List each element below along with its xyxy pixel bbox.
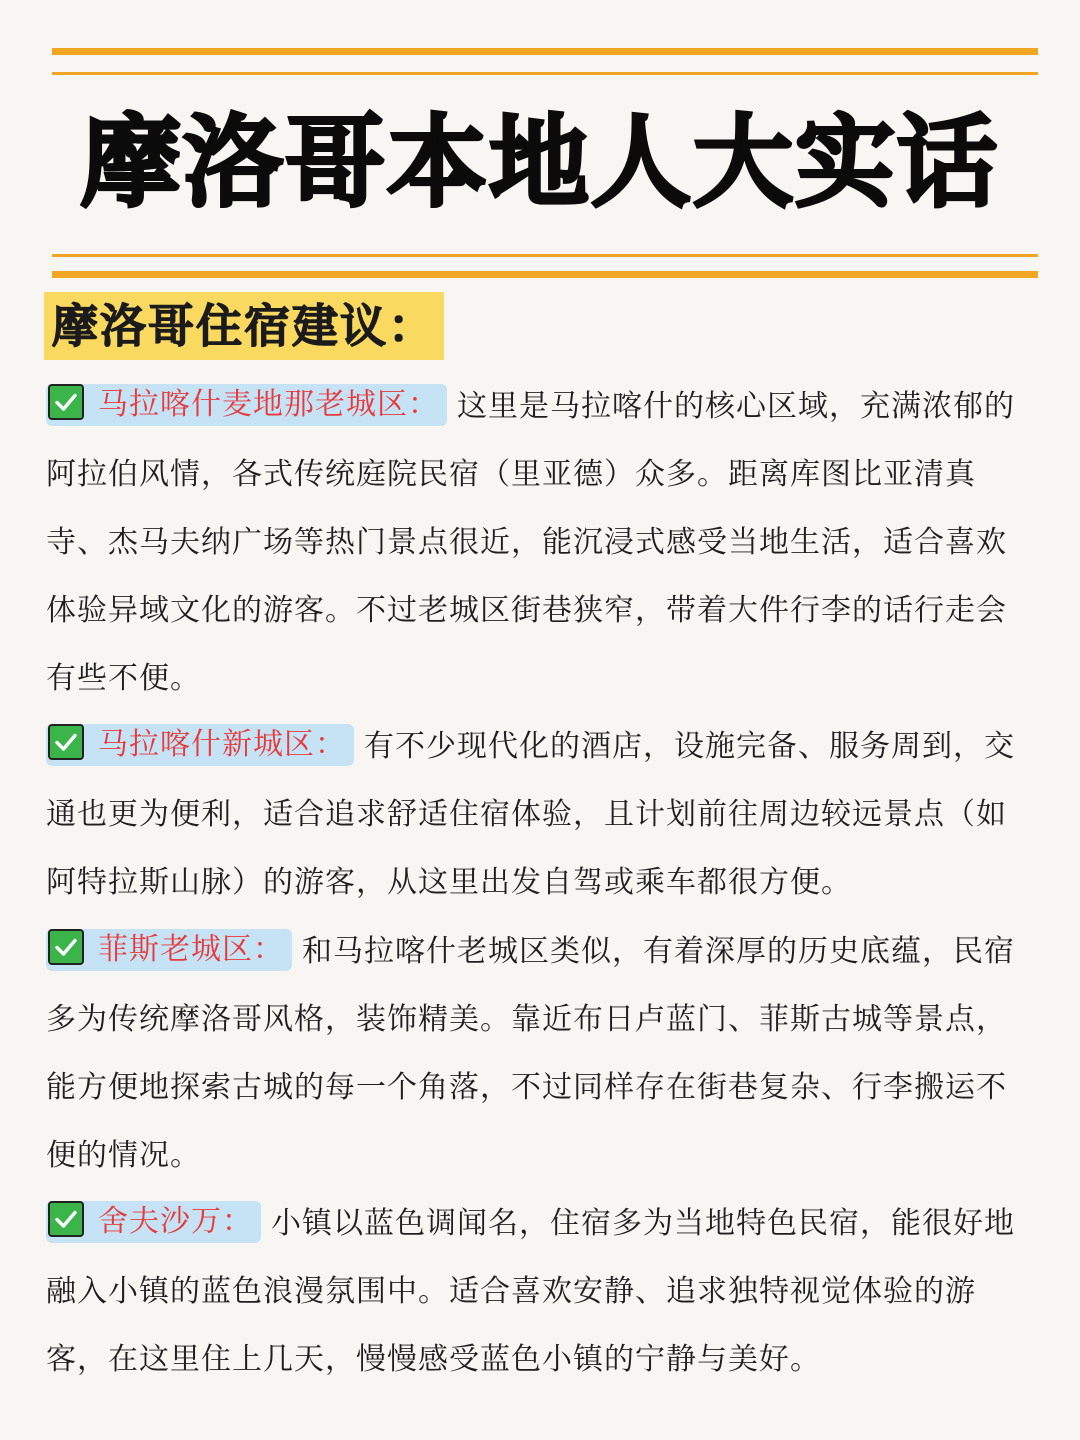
item-description: 这里是马拉喀什的核心区域，充满浓郁的阿拉伯风情，各式传统庭院民宿（里亚德）众多。距离库图比亚清真寺、杰马夫纳广场等热门景点很近，能沉浸式感受当地生活，适合喜欢体验异域文化的游客。不过老城区街巷狭窄，带着大件行李的话行走会有些不便。 bbox=[46, 389, 1015, 696]
page-title: 摩洛哥本地人大实话 bbox=[81, 104, 999, 221]
place-tag bbox=[46, 1201, 261, 1243]
place-name: 马拉喀什新城区 bbox=[98, 727, 315, 762]
check-mark-icon bbox=[48, 1201, 84, 1237]
section-heading: 摩洛哥住宿建议： bbox=[44, 292, 444, 360]
list-item bbox=[46, 918, 1036, 1190]
place-colon: ： bbox=[315, 727, 346, 762]
place-name: 舍夫沙万 bbox=[98, 1204, 222, 1239]
check-mark-icon bbox=[48, 384, 84, 420]
list-item bbox=[46, 373, 1036, 713]
item-description: 有不少现代化的酒店，设施完备、服务周到，交通也更为便利，适合追求舒适住宿体验，且计划前往周边较远景点（如阿特拉斯山脉）的游客，从这里出发自驾或乘车都很方便。 bbox=[46, 729, 1015, 900]
check-mark-icon bbox=[48, 724, 84, 760]
list-item bbox=[46, 713, 1036, 917]
place-tag bbox=[46, 724, 354, 766]
place-colon: ： bbox=[253, 932, 284, 967]
place-name: 菲斯老城区 bbox=[98, 932, 253, 967]
item-description: 和马拉喀什老城区类似，有着深厚的历史底蕴，民宿多为传统摩洛哥风格，装饰精美。靠近布日卢蓝门、菲斯古城等景点，能方便地探索古城的每一个角落，不过同样存在街巷复杂、行李搬运不便的情况。 bbox=[46, 934, 1015, 1173]
bottom-rule-thin bbox=[52, 254, 1038, 257]
check-mark-icon bbox=[48, 929, 84, 965]
list-item bbox=[46, 1190, 1036, 1394]
place-tag bbox=[46, 929, 292, 971]
place-colon: ： bbox=[222, 1204, 253, 1239]
place-colon: ： bbox=[408, 387, 439, 422]
place-name: 马拉喀什麦地那老城区 bbox=[98, 387, 408, 422]
place-tag bbox=[46, 384, 447, 426]
top-rule-thick bbox=[52, 48, 1038, 55]
bottom-rule-thick bbox=[52, 271, 1038, 278]
item-description: 小镇以蓝色调闻名，住宿多为当地特色民宿，能很好地融入小镇的蓝色浪漫氛围中。适合喜欢安静、追求独特视觉体验的游客，在这里住上几天，慢慢感受蓝色小镇的宁静与美好。 bbox=[46, 1206, 1015, 1377]
top-rule-thin bbox=[52, 72, 1038, 75]
